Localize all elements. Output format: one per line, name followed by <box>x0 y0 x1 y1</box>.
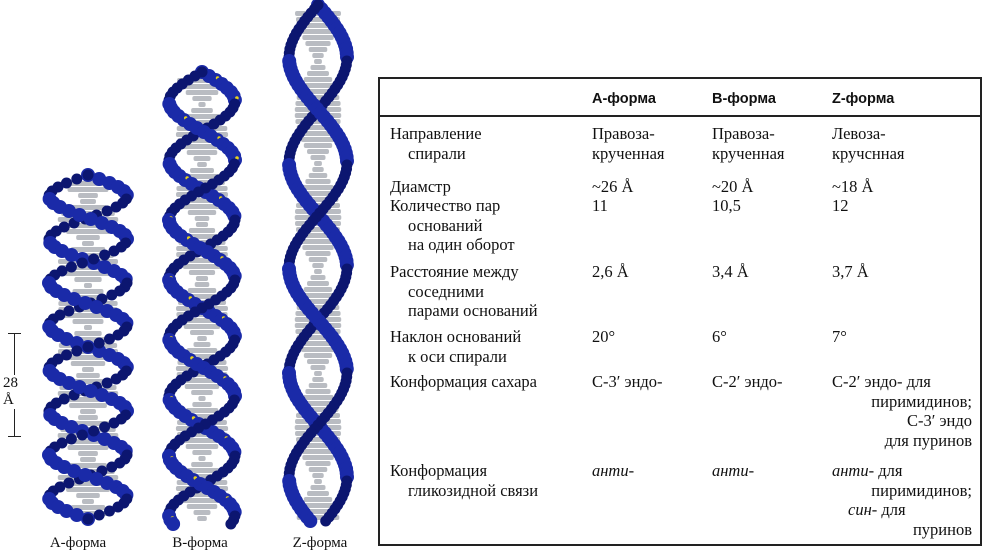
b-form-value <box>712 196 827 216</box>
base-pair <box>302 455 333 460</box>
b-form-value <box>712 327 827 347</box>
b-form-value <box>712 262 827 282</box>
strand-atom <box>94 510 105 521</box>
base-pair <box>314 269 322 274</box>
b-form-value-line: 3,4 Å <box>712 262 749 281</box>
strand-atom <box>77 258 88 269</box>
z-form-value-fragment: для <box>874 461 903 480</box>
z-form-value <box>832 461 972 539</box>
base-pair <box>307 281 329 286</box>
z-form-value-line: 12 <box>832 196 849 215</box>
z-form-value-fragment: син- <box>848 500 878 519</box>
strand-atom <box>109 418 120 429</box>
b-form-value-line: анти- <box>712 461 755 480</box>
row-label-line: Направление <box>390 124 482 143</box>
row-label-line: к оси спирали <box>408 346 507 366</box>
strand-atom <box>94 338 105 349</box>
a-form-value-line: 20° <box>592 327 616 346</box>
base-pair <box>304 143 332 148</box>
a-form-value <box>592 196 707 216</box>
z-form-value <box>832 196 972 216</box>
z-form-value-fragment: анти- <box>832 461 875 480</box>
base-pair <box>198 396 205 401</box>
b-form-value-line: 10,5 <box>712 196 741 215</box>
base-pair <box>186 90 219 95</box>
base-pair <box>71 361 105 366</box>
base-pair <box>309 173 328 178</box>
base-pair <box>312 167 323 172</box>
base-pair <box>78 193 98 198</box>
strand-atom <box>166 517 180 531</box>
base-pair <box>192 450 211 455</box>
scale-tick-bottom <box>8 436 21 437</box>
scale-label: 28 Å <box>2 375 30 409</box>
base-pair <box>310 155 325 160</box>
strand-atom <box>66 262 77 273</box>
base-pair <box>198 456 205 461</box>
z-form-value-line <box>832 481 972 501</box>
b-form-value <box>712 177 827 197</box>
base-pair <box>76 373 100 378</box>
base-pair <box>304 353 332 358</box>
row-label-line: на один оборот <box>408 235 515 254</box>
z-form-value-line: кручснная <box>832 143 905 163</box>
strand-atom <box>88 426 99 437</box>
base-pair <box>309 257 328 262</box>
base-pair <box>312 473 323 478</box>
row-label-line: Конформация сахара <box>390 372 538 391</box>
row-label-line: соседними <box>408 281 484 301</box>
base-pair <box>68 187 109 192</box>
a-form-value-line: крученная <box>592 143 665 163</box>
base-pair <box>82 499 94 504</box>
base-pair <box>302 185 333 190</box>
base-pair <box>302 245 333 250</box>
base-pair <box>302 35 333 40</box>
base-pair <box>195 282 210 287</box>
row-label <box>390 372 590 392</box>
base-pair <box>305 461 330 466</box>
row-label <box>390 124 590 163</box>
z-form-value <box>832 124 972 163</box>
base-pair <box>186 444 219 449</box>
base-pair <box>84 325 92 330</box>
z-form-value-line: C-2′ эндо- для <box>832 372 931 391</box>
strand-atom <box>83 514 94 525</box>
strand-atom <box>303 514 317 528</box>
a-form-value <box>592 327 707 347</box>
base-pair <box>301 137 335 142</box>
strand-atom <box>104 506 115 517</box>
strand-atom <box>320 516 331 527</box>
a-form-value <box>592 124 707 163</box>
base-pair <box>74 331 101 336</box>
z-form-value <box>832 372 972 450</box>
base-pair <box>76 235 100 240</box>
a-form-value-line: 2,6 Å <box>592 262 629 281</box>
scale-bar <box>0 333 30 437</box>
base-pair <box>194 342 211 347</box>
z-form-value <box>832 262 972 282</box>
base-pair <box>305 251 330 256</box>
b-form-value-line: Правоза- <box>712 124 775 143</box>
dna-helices-graphic <box>0 0 370 557</box>
strand-atom <box>83 170 94 181</box>
z-form-value-fragment: пиримидинов; <box>871 480 972 500</box>
base-pair <box>307 71 329 76</box>
base-pair <box>76 493 100 498</box>
base-pair <box>187 150 218 155</box>
z-form-value-line: Левоза- <box>832 124 886 143</box>
z-form-value <box>832 327 972 347</box>
z-form-value-line: 7° <box>832 327 847 346</box>
scale-tick-top <box>8 333 21 334</box>
base-pair <box>184 324 220 329</box>
z-form-value-line: C-3′ эндо <box>906 411 972 430</box>
header-a-form: А-форма <box>592 91 656 107</box>
base-pair <box>188 288 216 293</box>
z-form-value-line <box>832 500 972 520</box>
base-pair <box>190 168 214 173</box>
base-pair <box>305 179 330 184</box>
row-label-line: гликозидной связи <box>408 480 539 500</box>
z-form-value-line <box>832 461 972 481</box>
strand-atom <box>99 422 110 433</box>
base-pair <box>69 403 107 408</box>
base-pair <box>310 65 325 70</box>
a-form-value <box>592 177 707 197</box>
row-label <box>390 196 590 255</box>
base-pair <box>304 287 332 292</box>
strand-atom <box>104 334 115 345</box>
base-pair <box>314 371 322 376</box>
base-pair <box>309 47 328 52</box>
base-pair <box>307 359 329 364</box>
base-pair <box>312 377 323 382</box>
b-form-value-line: 6° <box>712 327 727 346</box>
base-pair <box>190 330 214 335</box>
z-form-value-fragment: для <box>877 500 906 519</box>
strand-atom <box>88 254 99 265</box>
base-pair <box>189 228 215 233</box>
base-pair <box>198 102 205 107</box>
base-pair <box>310 365 325 370</box>
dna-figure <box>0 0 370 557</box>
z-form-value-line: пиримидинов; <box>871 391 972 411</box>
base-pair <box>78 415 98 420</box>
row-label <box>390 461 590 500</box>
strand-atom <box>102 206 113 217</box>
row-label-line: Конформация <box>390 461 488 480</box>
row-label-line: Количество пар <box>390 196 501 215</box>
b-form-value-line: ~20 Å <box>712 177 754 196</box>
base-pair <box>197 162 207 167</box>
base-pair <box>305 389 330 394</box>
base-pair <box>191 462 213 467</box>
z-form-label: Z-форма <box>292 535 348 551</box>
z-form-helix <box>282 0 354 528</box>
a-form-value-line: C-3′ эндо- <box>592 372 663 391</box>
a-form-value-line: 11 <box>592 196 608 215</box>
base-pair <box>189 270 215 275</box>
b-form-value-line: крученная <box>712 143 785 163</box>
base-pair <box>73 319 104 324</box>
base-pair <box>191 108 213 113</box>
strand-atom <box>106 290 117 301</box>
base-pair <box>78 451 98 456</box>
b-form-value-line: C-2′ эндо- <box>712 372 783 391</box>
base-pair <box>192 402 211 407</box>
a-form-value <box>592 372 707 392</box>
a-form-value-line: ~26 Å <box>592 177 634 196</box>
base-pair <box>80 457 96 462</box>
base-pair <box>80 409 96 414</box>
header-b-form: В-форма <box>712 91 776 107</box>
base-pair <box>196 276 208 281</box>
base-pair <box>195 216 210 221</box>
strand-atom <box>83 342 94 353</box>
strand-atom <box>106 462 117 473</box>
base-pair <box>314 161 322 166</box>
strand-atom <box>225 519 236 530</box>
z-form-value <box>832 177 972 197</box>
base-pair <box>68 445 109 450</box>
header-z-form: Z-форма <box>832 91 895 107</box>
base-pair <box>82 367 94 372</box>
strand-atom <box>77 430 88 441</box>
base-pair <box>314 59 322 64</box>
a-form-value-line: анти- <box>592 461 635 480</box>
base-pair <box>312 263 323 268</box>
base-pair <box>197 336 207 341</box>
a-form-value-line: Правоза- <box>592 124 655 143</box>
base-pair <box>314 479 322 484</box>
base-pair <box>191 390 213 395</box>
strand-atom <box>71 346 82 357</box>
strand-atom <box>99 250 110 261</box>
base-pair <box>305 41 330 46</box>
row-label-line: парами оснований <box>408 301 538 320</box>
base-pair <box>307 149 329 154</box>
row-label-line: спирали <box>408 143 466 163</box>
row-label-line: Наклон оснований <box>390 327 522 346</box>
base-pair <box>84 283 92 288</box>
base-pair <box>312 53 323 58</box>
base-pair <box>194 510 211 515</box>
base-pair <box>185 384 220 389</box>
strand-atom <box>66 434 77 445</box>
a-form-label: A-форма <box>49 535 107 551</box>
base-pair <box>196 222 208 227</box>
base-pair <box>309 467 328 472</box>
z-form-value-line <box>832 520 972 540</box>
base-pair <box>310 275 325 280</box>
base-pair <box>310 485 325 490</box>
z-form-value-line: 3,7 Å <box>832 262 869 281</box>
row-label-line: Диамстр <box>390 177 451 196</box>
base-pair <box>188 210 216 215</box>
row-label <box>390 262 590 321</box>
row-label-line: оснований <box>408 215 483 235</box>
header-divider <box>380 115 980 117</box>
z-form-value-fragment: пуринов <box>912 519 972 539</box>
b-form-value <box>712 461 827 481</box>
b-form-value <box>712 124 827 163</box>
base-pair <box>192 96 211 101</box>
row-label-line: Расстояние между <box>390 262 519 281</box>
a-form-value <box>592 262 707 282</box>
base-pair <box>187 348 218 353</box>
a-form-value <box>592 461 707 481</box>
base-pair <box>80 199 96 204</box>
b-form-label: B-форма <box>172 535 228 551</box>
base-pair <box>302 395 333 400</box>
row-label <box>390 327 590 366</box>
base-pair <box>194 156 211 161</box>
strand-atom <box>109 246 120 257</box>
b-form-helix <box>162 65 242 531</box>
strand-atom <box>71 174 82 185</box>
base-pair <box>304 497 332 502</box>
base-pair <box>74 277 101 282</box>
dna-forms-table <box>378 77 982 546</box>
base-pair <box>309 383 328 388</box>
b-form-value <box>712 372 827 392</box>
strand-atom <box>102 378 113 389</box>
base-pair <box>82 241 94 246</box>
base-pair <box>187 504 218 509</box>
base-pair <box>197 516 207 521</box>
base-pair <box>301 347 335 352</box>
base-pair <box>307 491 329 496</box>
row-label <box>390 177 590 197</box>
z-form-value-line: ~18 Å <box>832 177 874 196</box>
a-form-helix <box>42 168 134 526</box>
z-form-value-line: для пуринов <box>884 430 972 450</box>
base-pair <box>304 77 332 82</box>
